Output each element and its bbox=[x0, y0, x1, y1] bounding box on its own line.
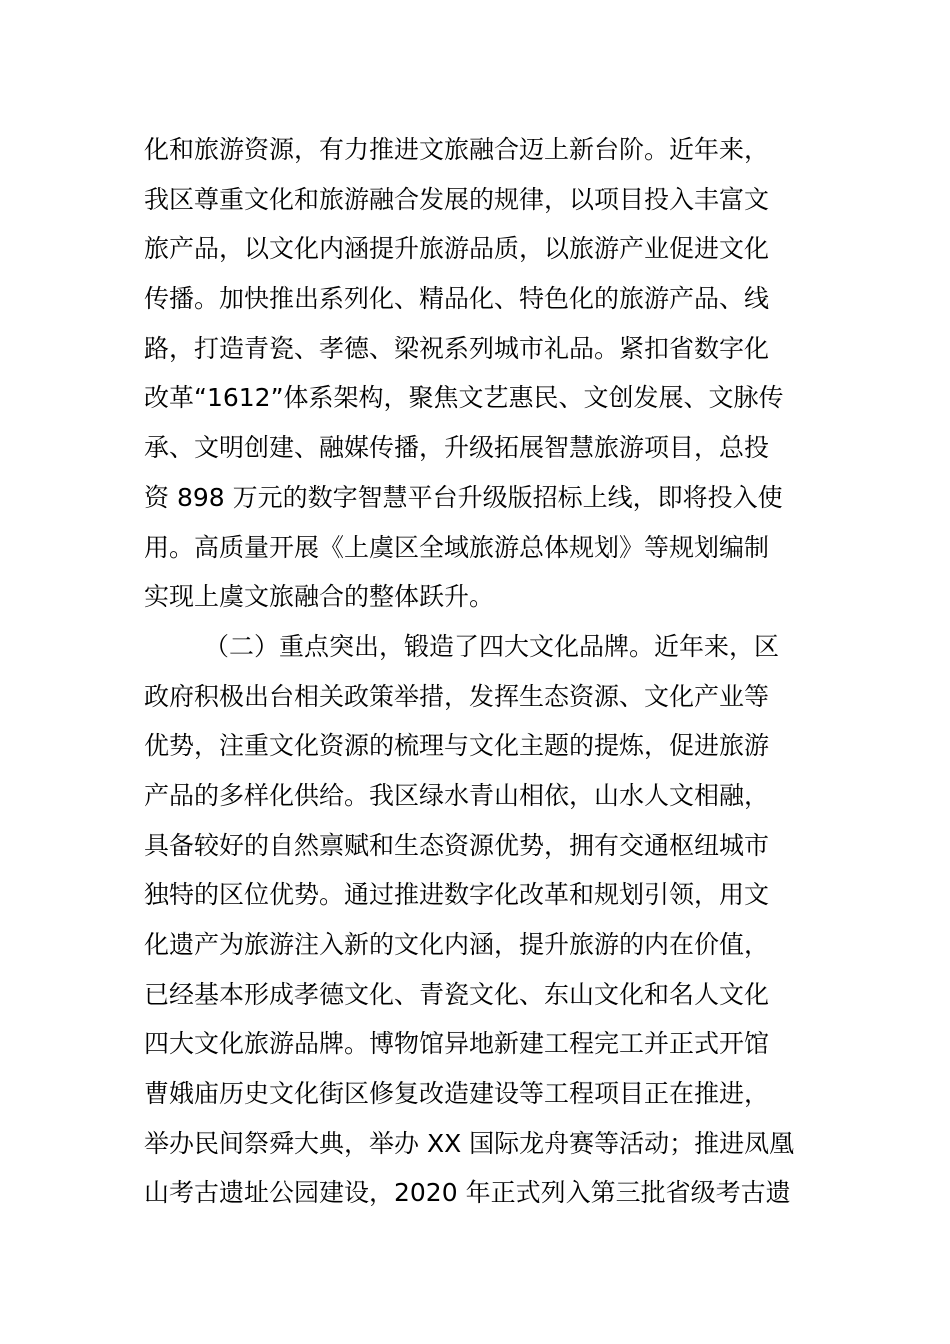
text-line: 资 898 万元的数字智慧平台升级版招标上线，即将投入使 bbox=[144, 482, 783, 512]
text-line: 路，打造青瓷、孝德、梁祝系列城市礼品。紧扣省数字化 bbox=[144, 333, 770, 363]
text-line: 化遗产为旅游注入新的文化内涵，提升旅游的内在价值， bbox=[144, 930, 770, 959]
text-line: 已经基本形成孝德文化、青瓷文化、东山文化和名人文化 bbox=[144, 979, 770, 1009]
section-heading-line: （二）重点突出，锻造了四大文化品牌。近年来，区 bbox=[204, 631, 780, 661]
text-line: 具备较好的自然禀赋和生态资源优势，拥有交通枢纽城市 bbox=[144, 830, 770, 860]
text-line: 举办民间祭舜大典，举办 XX 国际龙舟赛等活动；推进凤凰 bbox=[144, 1128, 795, 1158]
text-line: 独特的区位优势。通过推进数字化改革和规划引领，用文 bbox=[144, 880, 770, 910]
text-line: 实现上虞文旅融合的整体跃升。 bbox=[144, 582, 495, 612]
text-line: 旅产品，以文化内涵提升旅游品质，以旅游产业促进文化 bbox=[144, 234, 770, 264]
text-line: 政府积极出台相关政策举措，发挥生态资源、文化产业等 bbox=[144, 681, 770, 711]
text-line: 四大文化旅游品牌。博物馆异地新建工程完工并正式开馆 bbox=[144, 1029, 770, 1059]
text-line: 改革“1612”体系架构，聚焦文艺惠民、文创发展、文脉传 bbox=[144, 383, 784, 413]
text-line: 优势，注重文化资源的梳理与文化主题的提炼，促进旅游 bbox=[144, 731, 770, 761]
text-line: 曹娥庙历史文化街区修复改造建设等工程项目正在推进， bbox=[144, 1079, 770, 1109]
body-text bbox=[144, 125, 814, 1218]
text-line: 承、文明创建、融媒传播，升级拓展智慧旅游项目，总投 bbox=[144, 433, 770, 463]
text-line: 化和旅游资源，有力推进文旅融合迈上新台阶。近年来， bbox=[144, 135, 770, 164]
text-line: 我区尊重文化和旅游融合发展的规律，以项目投入丰富文 bbox=[144, 184, 770, 214]
text-line: 传播。加快推出系列化、精品化、特色化的旅游产品、线 bbox=[144, 284, 770, 314]
text-line: 产品的多样化供给。我区绿水青山相依，山水人文相融， bbox=[144, 780, 770, 810]
text-line: 用。高质量开展《上虞区全域旅游总体规划》等规划编制 bbox=[144, 532, 770, 562]
text-line: 山考古遗址公园建设，2020 年正式列入第三批省级考古遗 bbox=[144, 1178, 791, 1208]
